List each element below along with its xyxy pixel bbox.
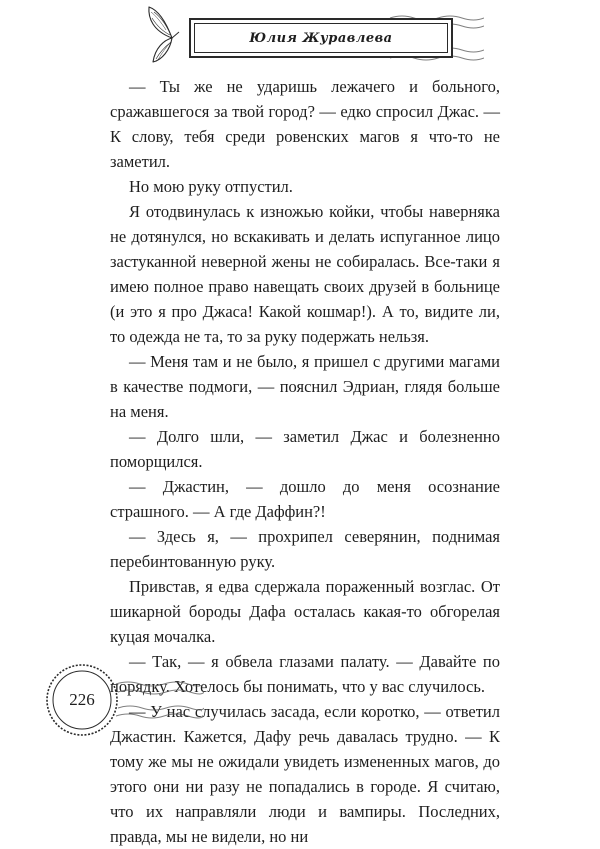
paragraph: — Долго шли, — заметил Джас и болезненно поморщился. [110, 427, 500, 471]
paragraph: — Ты же не ударишь лежачего и больного, сражавшегося за твой город? — едко спросил Джас. — К слову, тебя среди ровенских магов я что-то не заметил. [110, 77, 500, 171]
author-frame [189, 18, 453, 58]
page-header [0, 0, 600, 80]
paragraph: — Джастин, — дошло до меня осознание страшного. — А где Даффин?! [110, 477, 500, 521]
paragraph: — Меня там и не было, я пришел с другими магами в качестве подмоги, — пояснил Эдриан, глядя больше на меня. [110, 352, 500, 421]
paragraph: — У нас случилась засада, если коротко, — ответил Джастин. Кажется, Дафу речь давалась трудно. — К тому же мы не ожидали увидеть измененных магов, до этого они ни разу не попадались в городе. Я считаю, что их направляли люди и вампиры. Последних, правда, мы не видели, но ни [110, 702, 500, 846]
paragraph: Но мою руку отпустил. [129, 177, 293, 196]
page-footer [0, 650, 600, 750]
author-name: Юлия Журавлева [249, 30, 393, 46]
paragraph: — Здесь я, — прохрипел северянин, поднимая перебинтованную руку. [110, 527, 500, 571]
paragraph: Привстав, я едва сдержала пораженный возглас. От шикарной бороды Дафа осталась какая-то обгорелая куцая мочалка. [110, 577, 500, 646]
page-number: 226 [69, 690, 95, 709]
paragraph: — Так, — я обвела глазами палату. — Давайте по порядку. Хотелось бы понимать, что у вас случилось. [110, 652, 500, 696]
paragraph: Я отодвинулась к изножью койки, чтобы наверняка не дотянулся, но вскакивать и делать испуганное лицо застуканной неверной жены не собиралась. Все-таки я имею полное право навещать своих друзей в больнице (и это я про Джаса! Какой кошмар!). А то, видите ли, то одежда не та, то за руку подержать нельзя. [110, 202, 500, 346]
